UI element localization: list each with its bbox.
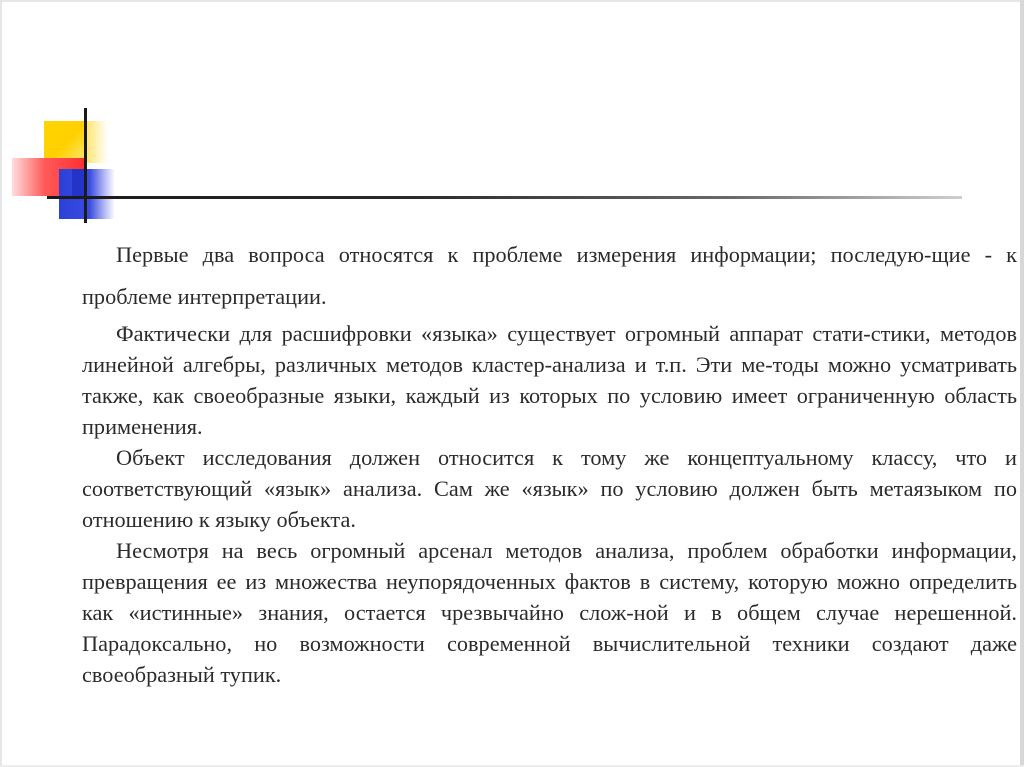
- paragraph-1: Первые два вопроса относятся к проблеме измерения информации; последую-щие - к проблеме интерпретации.: [82, 242, 1017, 309]
- decor-blue-square: [59, 169, 115, 219]
- paragraph-3: Объект исследования должен относится к тому же концептуальному классу, что и соответствующий «язык» анализа. Сам же «язык» по условию должен быть метаязыком по отношению к языку объекта.: [82, 445, 1017, 532]
- paragraph-4: Несмотря на весь огромный арсенал методов анализа, проблем обработки информации, превращения ее из множества неупорядоченных фактов в систему, которую можно определить как «истинные» знания, остается чрезвычайно слож-ной и в общем случае нерешенной. Парадоксально, но возможности современной вычислительной техники создают даже своеобразный тупик.: [82, 538, 1017, 687]
- title-divider-line: [47, 196, 962, 199]
- decor-yellow-glow: [84, 121, 108, 163]
- slide-border-left: [0, 0, 2, 767]
- decor-yellow-square: [44, 121, 84, 163]
- paragraph-2: Фактически для расшифровки «языка» существует огромный аппарат стати-стики, методов линейной алгебры, различных методов кластер-анализа и т.п. Эти ме-тоды можно усматривать также, как своеобразные языки, каждый из которых по условию имеет ограниченную область применения.: [82, 321, 1017, 439]
- decor-blue-inner: [72, 169, 84, 199]
- decor-vertical-line: [84, 108, 87, 223]
- slide-border-right: [1020, 0, 1024, 767]
- body-text: [82, 234, 1017, 690]
- slide-border-top: [0, 0, 1024, 2]
